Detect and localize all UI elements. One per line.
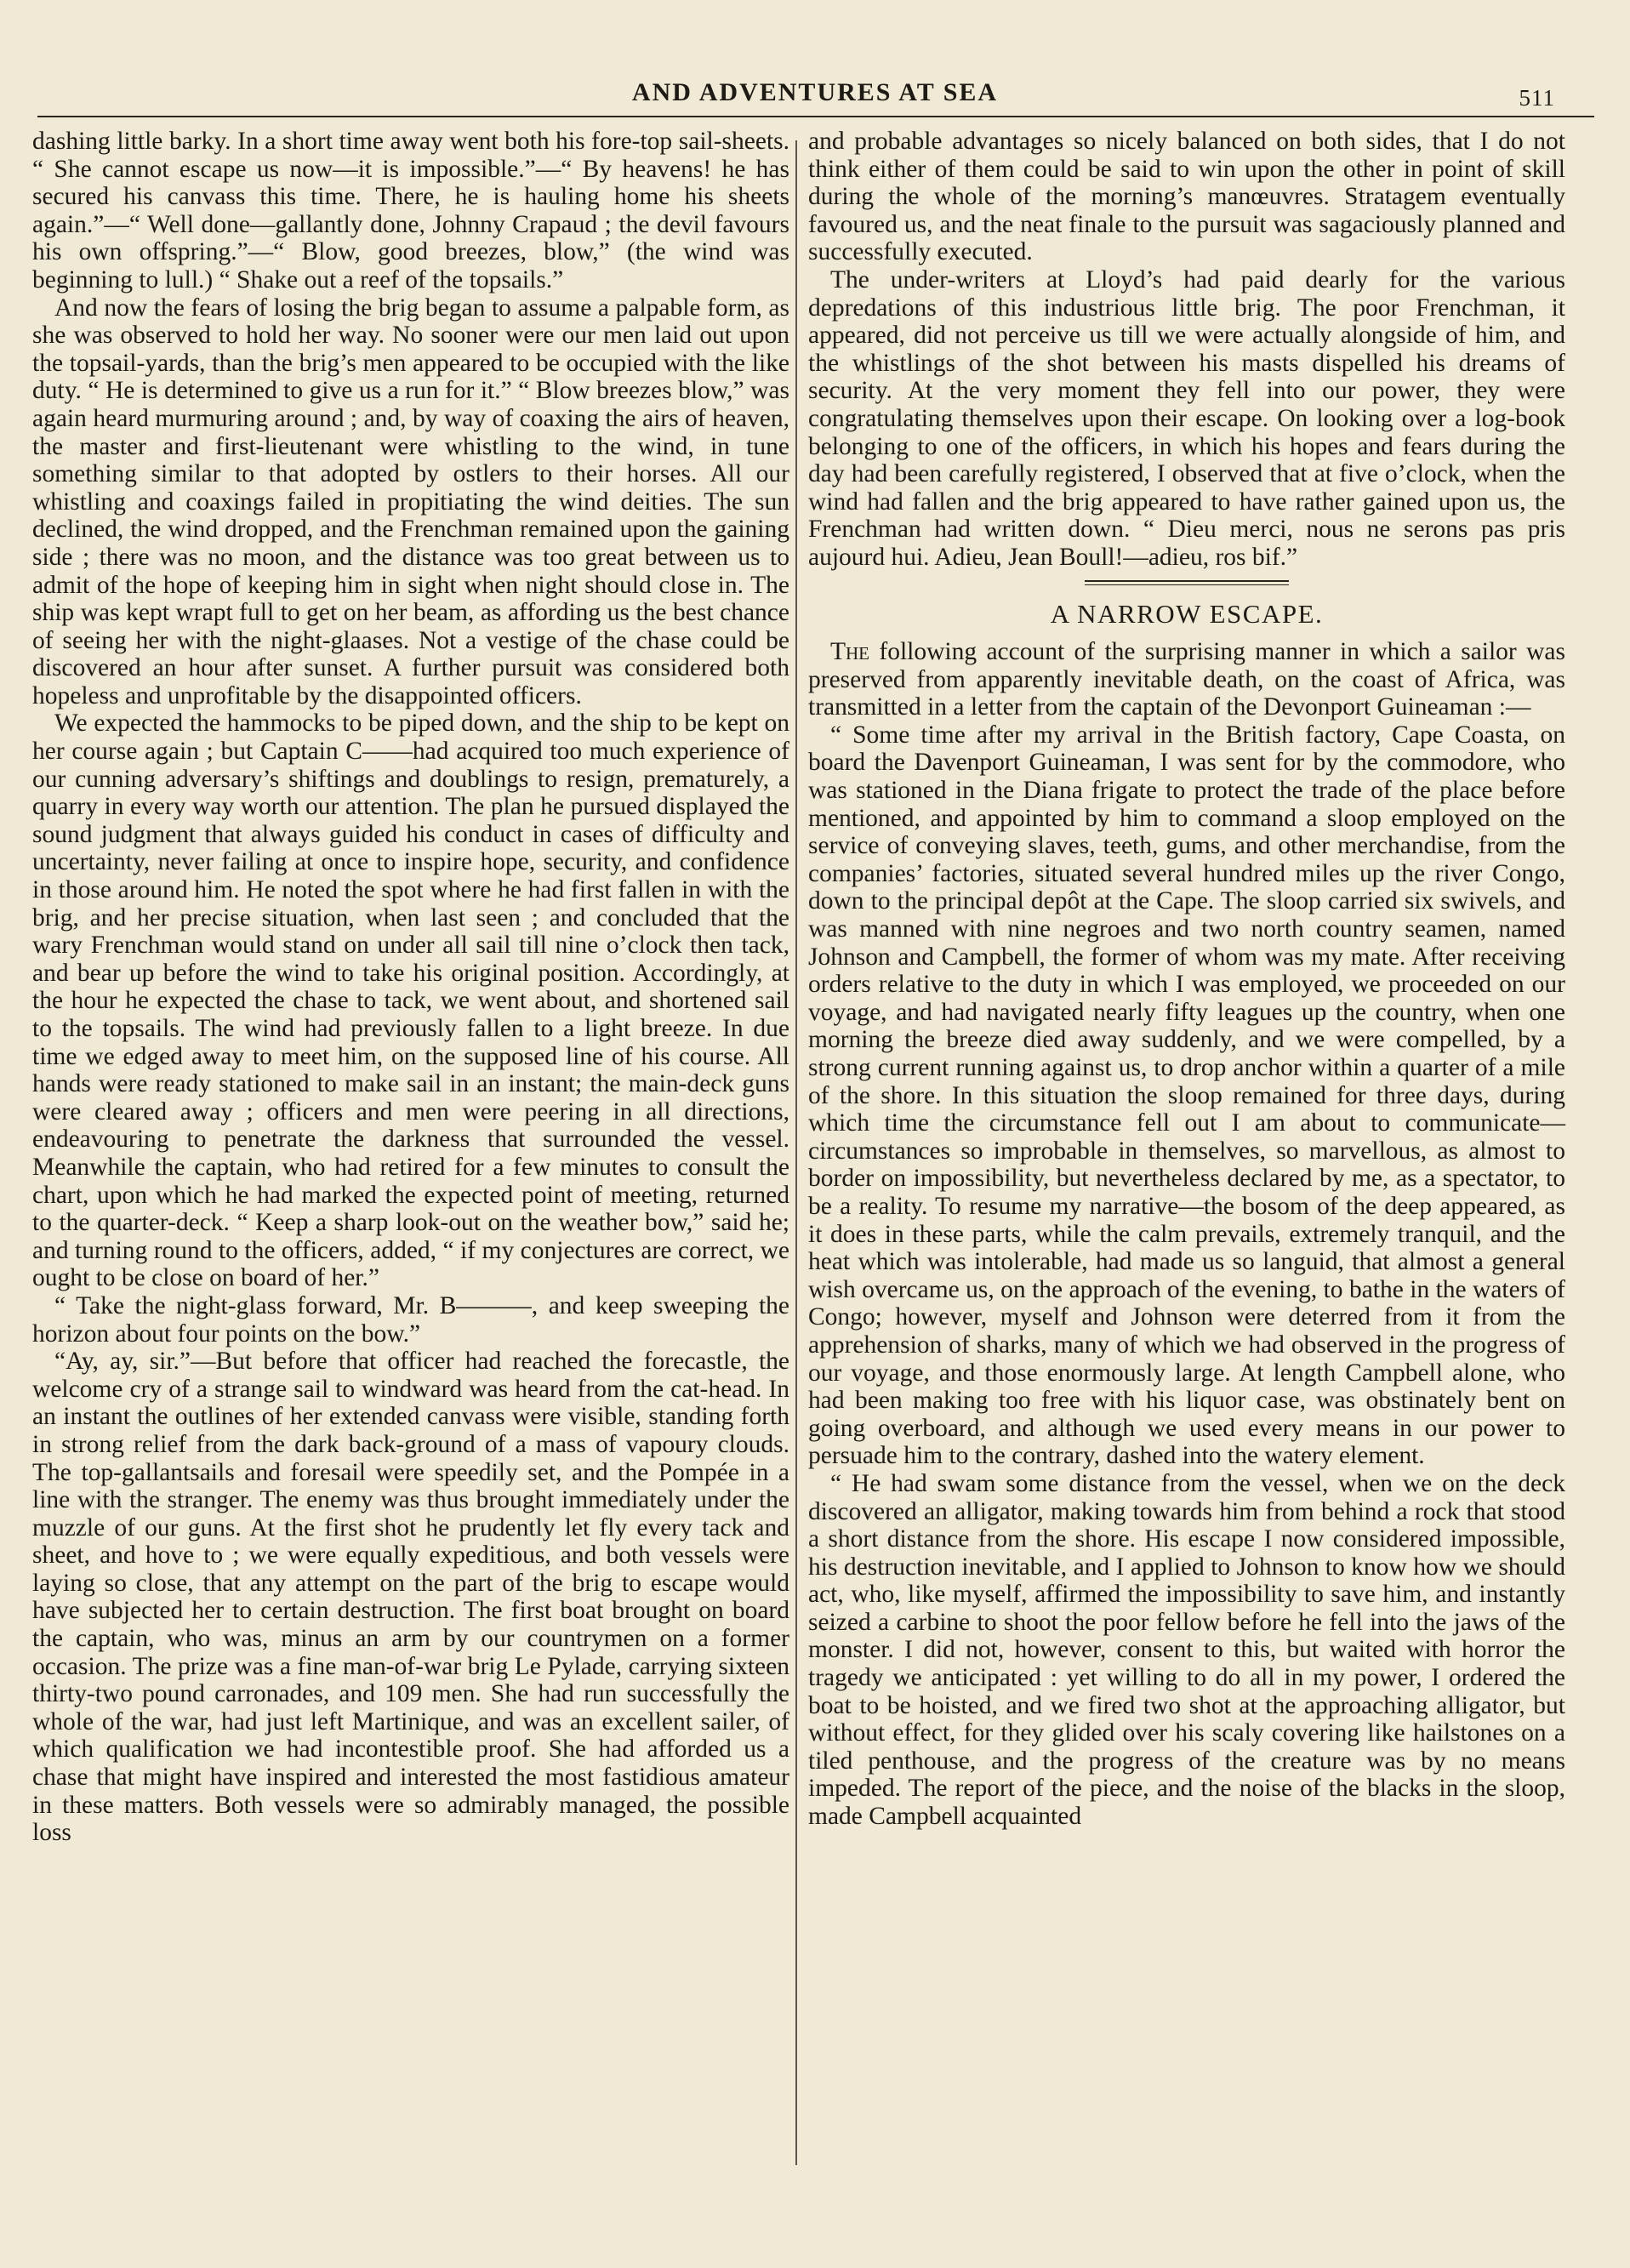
running-head: AND ADVENTURES AT SEA — [631, 78, 999, 106]
paragraph: “ Take the night-glass forward, Mr. B———, and keep sweeping the horizon about four points on the bow.” — [32, 1291, 789, 1348]
paragraph: And now the fears of losing the brig began to assume a palpable form, as she was observed to hold her way. No sooner were our men laid out upon the topsail-yards, than the brig’s men appeared to be occupied with the like duty. “ He is determined to give us a run for it.” “ Blow breezes blow,” was again heard murmuring around ; and, by way of coaxing the airs of heaven, the master and first-lieutenant were whistling to the wind, in tune something similar to that adopted by ostlers to their horses. All our whistling and coaxings failed in propitiating the wind deities. The sun declined, the wind dropped, and the Frenchman remained upon the gaining side ; there was no moon, and the distance was too great between us to admit of the hope of keeping him in sight when night should close in. The ship was kept wrapt full to get on her beam, as affording us the best chance of seeing her with the night-glaases. Not a vestige of the chase could be discovered an hour after sunset. A further pursuit was considered both hopeless and unprofitable by the disappointed officers. — [32, 293, 789, 709]
lead-word: The — [830, 638, 870, 666]
lead-text: following account of the surprising manner in which a sailor was preserved from apparently inevitable death, on the coast of Africa, was transmitted in a letter from the captain of the Devonport Guineaman :— — [808, 638, 1565, 721]
paragraph: “ He had swam some distance from the vessel, when we on the deck discovered an alligator, making towards him from behind a rock that stood a short distance from the shore. His escape I now considered impossible, his destruction inevitable, and I applied to Johnson to know how we should act, who, like myself, affirmed the impossibility to save him, and instantly seized a carbine to shoot the poor fellow before he fell into the jaws of the monster. I did not, however, consent to this, but waited with horror the tragedy we anticipated : yet willing to do all in my power, I ordered the boat to be hoisted, and we fired two shot at the approaching alligator, but without effect, for they glided over his scaly covering like hailstones on a tiled penthouse, and the progress of the creature was by no means impeded. The report of the piece, and the noise of the blacks in the sloop, made Campbell acquainted — [808, 1469, 1565, 1831]
paragraph: “Ay, ay, sir.”—But before that officer had reached the forecastle, the welcome cry of a strange sail to windward was heard from the cat-head. In an instant the outlines of her extended canvass were visible, standing forth in strong relief from the dark back-ground of a mass of vapoury clouds. The top-gallantsails and foresail were speedily set, and the Pompée in a line with the stranger. The enemy was thus brought immediately under the muzzle of our guns. At the first shot he prudently let fly every tack and sheet, and hove to ; we were equally expeditious, and both vessels were laying so close, that any attempt on the part of the brig to escape would have subjected her to certain destruction. The first boat brought on board the captain, who was, minus an arm by our countrymen on a former occasion. The prize was a fine man-of-war brig Le Pylade, carrying sixteen thirty-two pound carronades, and 109 men. She had run successfully the whole of the war, had just left Martinique, and was an excellent sailer, of which qualification we had incontestible proof. She had afforded us a chase that might have inspired and interested the most fastidious amateur in these matters. Both vessels were so admirably managed, the possible loss — [32, 1348, 789, 1847]
paragraph: The under-writers at Lloyd’s had paid dearly for the various depredations of this industrious little brig. The poor Frenchman, it appeared, did not perceive us till we were actually alongside of him, and the whistlings of the shot between his masts dispelled his dreams of security. At the very moment they fell into our power, they were congratulating themselves upon their escape. On looking over a log-book belonging to one of the officers, in which his hopes and fears during the day had been carefully registered, I observed that at five o’clock, when the wind had fallen and the brig appeared to have rather gained upon us, the Frenchman had written down. “ Dieu merci, nous ne serons pas pris aujourd hui. Adieu, Jean Boull!—adieu, ros bif.” — [808, 265, 1565, 571]
left-column — [32, 128, 789, 1847]
paragraph: and probable advantages so nicely balanced on both sides, that I do not think either of them could be said to win upon the other in point of skill during the whole of the morning’s manœuvres. Stratagem eventually favoured us, and the neat finale to the pursuit was sagaciously planned and successfully executed. — [808, 128, 1565, 266]
section-title: A NARROW ESCAPE. — [1050, 598, 1324, 629]
column-divider — [795, 140, 797, 2165]
section-divider — [1085, 580, 1289, 585]
right-column — [808, 128, 1565, 1831]
paragraph: “ Some time after my arrival in the British factory, Cape Coasta, on board the Davenport Guineaman, I was sent for by the commodore, who was stationed in the Diana frigate to protect the trade of the place before mentioned, and appointed by him to command a sloop employed on the service of conveying slaves, teeth, gums, and other merchandise, from the companies’ factories, situated several hundred miles up the river Congo, down to the principal depôt at the Cape. The sloop carried six swivels, and was manned with nine negroes and two north country seamen, named Johnson and Campbell, the former of whom was my mate. After receiving orders relative to the duty in which I was employed, we proceeded on our voyage, and had navigated nearly fifty leagues up the country, when one morning the breeze died away suddenly, and we were compelled, by a strong current running against us, to drop anchor within a quarter of a mile of the shore. In this situation the sloop remained for three days, during which time the circumstance fell out I am about to communicate—circumstances so improbable in themselves, so marvellous, as almost to border on impossibility, but nevertheless declared by me, as a spectator, to be a reality. To resume my narrative—the bosom of the deep appeared, as it does in these parts, while the calm prevails, extremely tranquil, and the heat which was intolerable, had made us so languid, that almost a general wish overcame us, on the approach of the evening, to bathe in the waters of Congo; however, myself and Johnson were deterred from it from the apprehension of sharks, many of which we had observed in the progress of our voyage, and those enormously large. At length Campbell alone, who had been making too free with his liquor case, was obstinately bent on going overboard, and although we used every means in our power to persuade him to the contrary, dashed into the watery element. — [808, 721, 1565, 1470]
section-first-paragraph — [808, 638, 1565, 721]
paragraph: We expected the hammocks to be piped down, and the ship to be kept on her course again ; but Captain C——had acquired too much experience of our cunning adversary’s shiftings and doublings to resign, prematurely, a quarry in every way worth our attention. The plan he pursued displayed the sound judgment that always guided his conduct in cases of difficulty and uncertainty, never failing at once to inspire hope, security, and confidence in those around him. He noted the spot where he had first fallen in with the brig, and her precise situation, when last seen ; and concluded that the wary Frenchman would stand on under all sail till nine o’clock then tack, and bear up before the wind to take his original position. Accordingly, at the hour he expected the chase to tack, we went about, and shortened sail to the topsails. The wind had previously fallen to a light breeze. In due time we edged away to meet him, on the supposed line of his course. All hands were ready stationed to make sail in an instant; the main-deck guns were cleared away ; officers and men were peering in all directions, endeavouring to penetrate the darkness that surrounded the vessel. Meanwhile the captain, who had retired for a few minutes to consult the chart, upon which he had marked the expected point of meeting, returned to the quarter-deck. “ Keep a sharp look-out on the weather bow,” said he; and turning round to the officers, added, “ if my conjectures are correct, we ought to be close on board of her.” — [32, 709, 789, 1292]
header-rule — [37, 116, 1594, 117]
page-number: 511 — [1519, 85, 1555, 111]
paragraph: dashing little barky. In a short time away went both his fore-top sail-sheets. “ She cannot escape us now—it is impossible.”—“ By heavens! he has secured his canvass this time. There, he is hauling home his sheets again.”—“ Well done—gallantly done, Johnny Crapaud ; the devil favours his own offspring.”—“ Blow, good breezes, blow,” (the wind was beginning to lull.) “ Shake out a reef of the topsails.” — [32, 128, 789, 293]
